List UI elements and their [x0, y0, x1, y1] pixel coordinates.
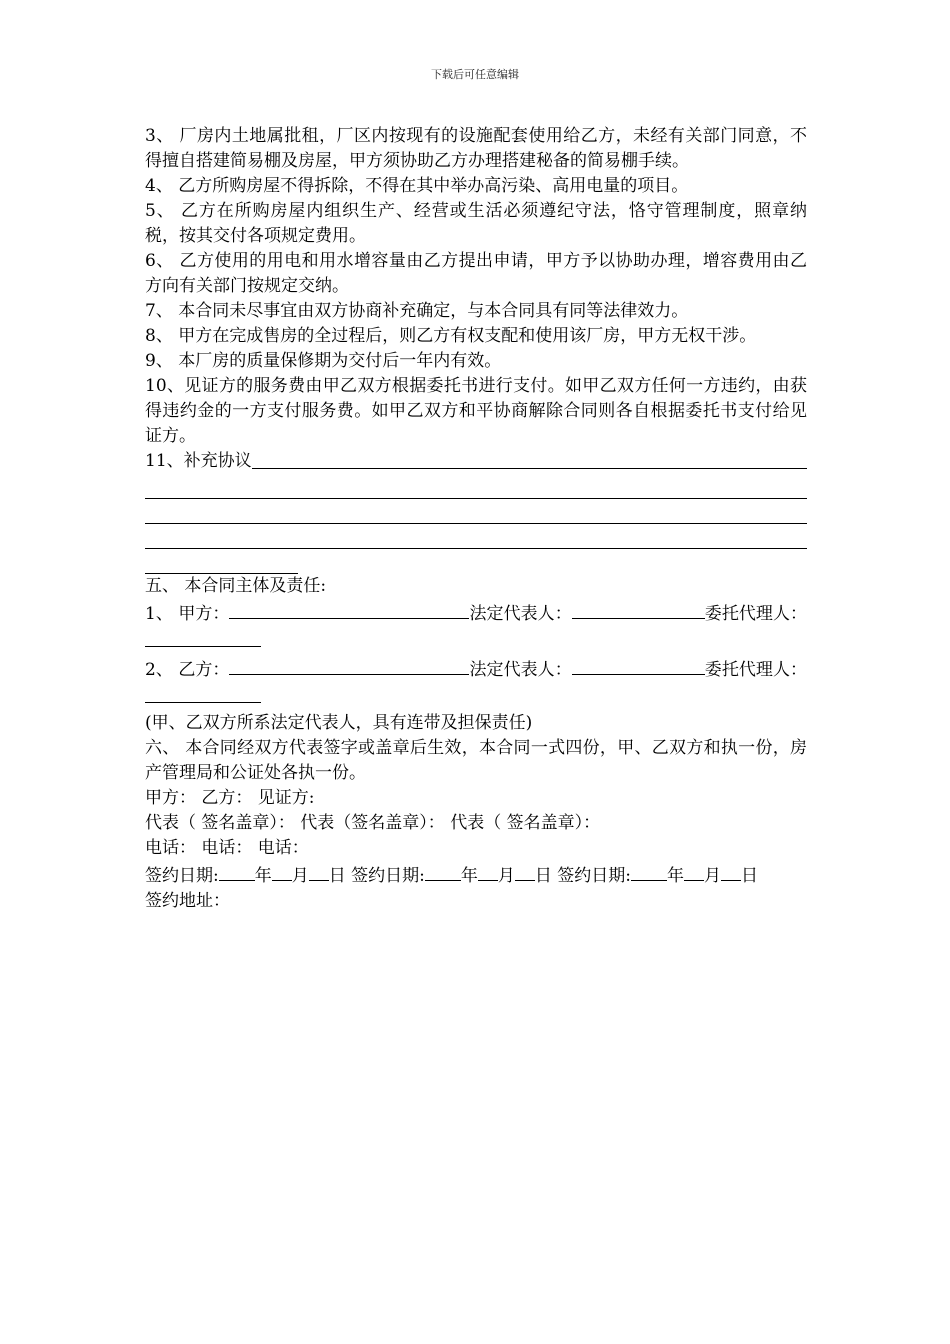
- party-b-line: [145, 655, 807, 711]
- party-b-prefix: 2、 乙方：: [145, 660, 230, 680]
- date-c-year-label: 年: [667, 866, 685, 886]
- party-a-rep-blank[interactable]: [572, 599, 705, 619]
- date-a-day-blank[interactable]: [309, 861, 329, 881]
- date-b-month-label: 月: [497, 866, 515, 886]
- date-label-c: 签约日期:: [557, 866, 632, 886]
- date-b-month-blank[interactable]: [478, 861, 498, 881]
- party-b-rep-label: 法定代表人：: [469, 660, 572, 680]
- section6-text: 六、 本合同经双方代表签字或盖章后生效，本合同一式四份，甲、乙双方和执一份，房产管理局和公证处各执一份。: [145, 738, 807, 783]
- party-b-agent-blank[interactable]: [145, 683, 261, 703]
- clause-6: 6、 乙方使用的用电和用水增容量由乙方提出申请，甲方予以协助办理，增容费用由乙方向有关部门按规定交纳。: [145, 251, 807, 296]
- date-b-year-blank[interactable]: [425, 861, 461, 881]
- party-a-prefix: 1、 甲方：: [145, 604, 230, 624]
- date-a-year-label: 年: [254, 866, 272, 886]
- date-c-month-blank[interactable]: [684, 861, 704, 881]
- party-a-agent-label: 委托代理人：: [704, 604, 808, 624]
- supplement-label: 11、补充协议: [145, 451, 252, 471]
- date-c-day-label: 日: [741, 866, 759, 886]
- signing-address: 签约地址：: [145, 891, 230, 911]
- date-b-year-label: 年: [460, 866, 478, 886]
- date-label-a: 签约日期:: [145, 866, 219, 886]
- clause-4: 4、 乙方所购房屋不得拆除，不得在其中举办高污染、高用电量的项目。: [145, 176, 689, 196]
- supplement-blank-line-2[interactable]: [145, 474, 807, 499]
- date-c-day-blank[interactable]: [721, 861, 741, 881]
- date-a-year-blank[interactable]: [219, 861, 255, 881]
- supplement-blank-line-3[interactable]: [145, 499, 807, 524]
- clause-10: 10、见证方的服务费由甲乙双方根据委托书进行支付。如甲乙双方任何一方违约，由获得违约金的一方支付服务费。如甲乙双方和平协商解除合同则各自根据委托书支付给见证方。: [145, 376, 807, 446]
- signing-dates-line: [145, 861, 807, 889]
- party-b-agent-label: 委托代理人：: [704, 660, 808, 680]
- signature-parties: 甲方： 乙方： 见证方:: [145, 788, 315, 808]
- date-c-year-blank[interactable]: [631, 861, 667, 881]
- signature-reps: 代表（ 签名盖章）： 代表（签名盖章）： 代表（ 签名盖章）：: [145, 813, 601, 833]
- date-b-day-blank[interactable]: [515, 861, 535, 881]
- signature-phones: 电话： 电话： 电话：: [145, 838, 309, 858]
- date-a-month-label: 月: [291, 866, 309, 886]
- supplement-row: [145, 449, 807, 474]
- liability-note: (甲、乙双方所系法定代表人，具有连带及担保责任): [145, 713, 533, 733]
- supplement-blank[interactable]: [252, 449, 807, 469]
- party-a-rep-label: 法定代表人：: [469, 604, 572, 624]
- date-a-month-blank[interactable]: [272, 861, 292, 881]
- party-b-rep-blank[interactable]: [572, 655, 705, 675]
- supplement-blank-line-4[interactable]: [145, 524, 807, 549]
- page-header: 下载后可任意编辑: [431, 68, 519, 81]
- clause-3: 3、 厂房内土地属批租，厂区内按现有的设施配套使用给乙方，未经有关部门同意，不得擅自搭建简易棚及房屋，甲方须协助乙方办理搭建秘备的简易棚手续。: [145, 126, 807, 171]
- date-a-day-label: 日: [328, 866, 346, 886]
- clause-5: 5、 乙方在所购房屋内组织生产、经营或生活必须遵纪守法，恪守管理制度，照章纳税，按其交付各项规定费用。: [145, 201, 807, 246]
- date-label-b: 签约日期:: [351, 866, 425, 886]
- date-b-day-label: 日: [534, 866, 552, 886]
- supplement-blank-line-5[interactable]: [145, 549, 298, 574]
- date-c-month-label: 月: [704, 866, 722, 886]
- contract-body: [145, 124, 807, 914]
- party-b-name-blank[interactable]: [229, 655, 469, 675]
- party-a-name-blank[interactable]: [229, 599, 469, 619]
- clause-7: 7、 本合同未尽事宜由双方协商补充确定，与本合同具有同等法律效力。: [145, 301, 689, 321]
- party-a-line: [145, 599, 807, 655]
- clause-8: 8、 甲方在完成售房的全过程后，则乙方有权支配和使用该厂房，甲方无权干涉。: [145, 326, 757, 346]
- party-a-agent-blank[interactable]: [145, 627, 261, 647]
- section5-title: 五、 本合同主体及责任:: [145, 576, 327, 596]
- clause-9: 9、 本厂房的质量保修期为交付后一年内有效。: [145, 351, 502, 371]
